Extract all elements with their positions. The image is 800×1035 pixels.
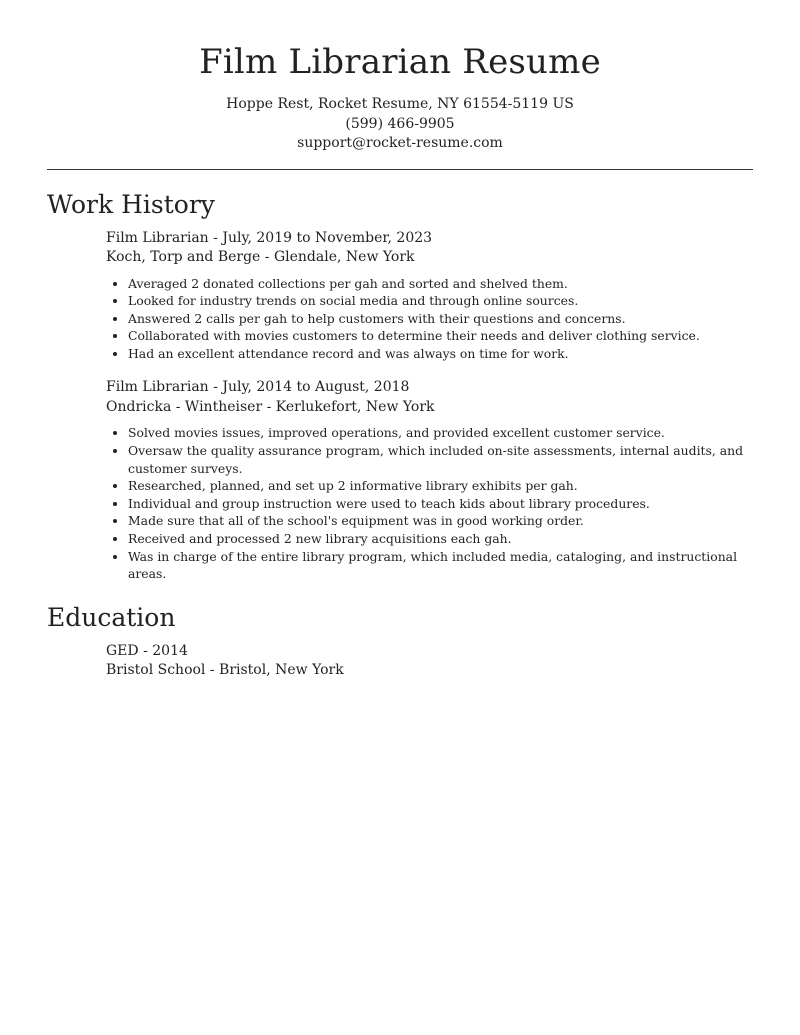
list-item: • Was in charge of the entire library program, which included media, cataloging, and instructional areas. xyxy=(128,548,753,583)
job-title-line: Film Librarian - July, 2014 to August, 2018 xyxy=(106,379,410,396)
degree-line: GED - 2014 xyxy=(106,642,188,659)
list-item: • Collaborated with movies customers to determine their needs and deliver clothing service. xyxy=(128,327,753,345)
contact-email: support@rocket-resume.com xyxy=(297,135,503,151)
resume-header xyxy=(47,0,753,154)
job-company-line: Ondricka - Wintheiser - Kerlukefort, New York xyxy=(106,398,435,415)
contact-info xyxy=(47,95,753,154)
list-item: • Received and processed 2 new library acquisitions each gah. xyxy=(128,530,753,548)
list-item: • Individual and group instruction were used to teach kids about library procedures. xyxy=(128,495,753,513)
job-bullets xyxy=(106,275,753,363)
list-item: • Researched, planned, and set up 2 informative library exhibits per gah. xyxy=(128,477,753,495)
contact-address: Hoppe Rest, Rocket Resume, NY 61554-5119 US xyxy=(226,96,574,112)
work-entry xyxy=(106,378,753,582)
school-line: Bristol School - Bristol, New York xyxy=(106,662,344,679)
section-title-work-history: Work History xyxy=(47,189,215,219)
education-section xyxy=(47,602,753,681)
job-company-line: Koch, Torp and Berge - Glendale, New York xyxy=(106,249,415,265)
list-item: • Answered 2 calls per gah to help customers with their questions and concerns. xyxy=(128,310,753,328)
section-title-education: Education xyxy=(47,602,176,632)
header-divider xyxy=(47,169,753,170)
job-bullets xyxy=(106,424,753,582)
resume-title: Film Librarian Resume xyxy=(199,42,601,82)
list-item: • Averaged 2 donated collections per gah and sorted and shelved them. xyxy=(128,275,753,293)
list-item: • Oversaw the quality assurance program, which included on-site assessments, internal audits, and customer surveys. xyxy=(128,442,753,477)
list-item: • Made sure that all of the school's equipment was in good working order. xyxy=(128,512,753,530)
job-title-line: Film Librarian - July, 2019 to November, 2023 xyxy=(106,229,433,246)
work-entry xyxy=(106,229,753,363)
work-history-section xyxy=(47,189,753,583)
list-item: • Looked for industry trends on social media and through online sources. xyxy=(128,292,753,310)
education-entry xyxy=(106,642,753,681)
list-item: • Solved movies issues, improved operations, and provided excellent customer service. xyxy=(128,424,753,442)
contact-phone: (599) 466-9905 xyxy=(345,115,455,132)
list-item: • Had an excellent attendance record and was always on time for work. xyxy=(128,345,753,363)
